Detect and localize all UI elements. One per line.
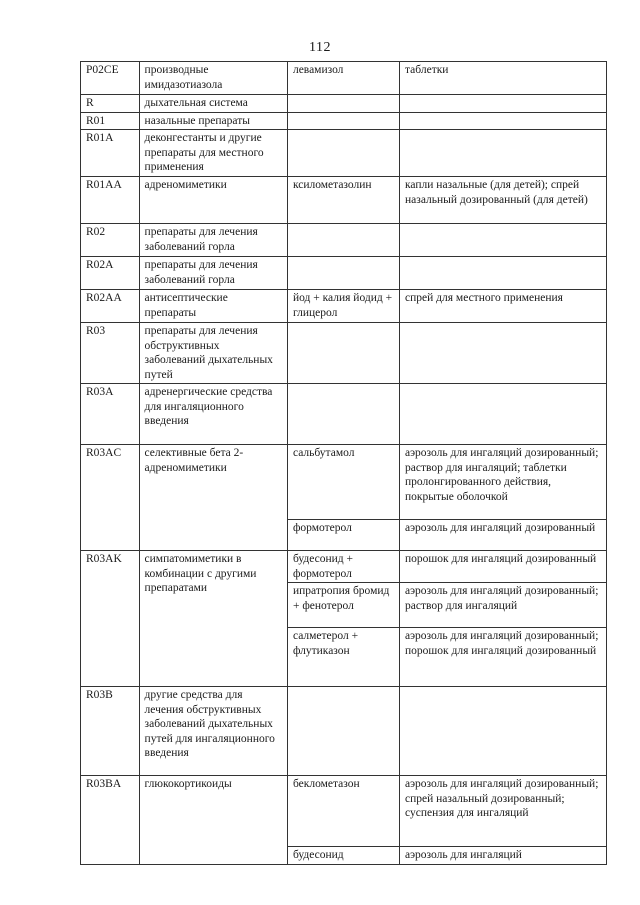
group-name-cell: препараты для лечения заболеваний горла [139, 224, 287, 257]
atc-code-cell: R [81, 95, 140, 113]
atc-code-cell: R01AA [81, 177, 140, 224]
group-name-cell: адренергические средства для ингаляционного введения [139, 384, 287, 445]
drug-name-cell [287, 687, 399, 776]
dosage-form-cell: капли назальные (для детей); спрей назальный дозированный (для детей) [400, 177, 607, 224]
dosage-form-cell: аэрозоль для ингаляций дозированный; раствор для ингаляций [400, 583, 607, 628]
group-name-cell: адреномиметики [139, 177, 287, 224]
dosage-form-cell: аэрозоль для ингаляций [400, 847, 607, 865]
group-name-cell: глюкокортикоиды [139, 776, 287, 865]
table-row [81, 112, 607, 130]
drug-name-cell: левамизол [287, 62, 399, 95]
drug-name-cell [287, 224, 399, 257]
group-name-cell: симпатомиметики в комбинации с другими препаратами [139, 551, 287, 687]
dosage-form-cell: таблетки [400, 62, 607, 95]
dosage-form-cell [400, 224, 607, 257]
drug-name-cell: беклометазон [287, 776, 399, 847]
atc-code-cell: R03 [81, 323, 140, 384]
drug-name-cell [287, 130, 399, 177]
atc-code-cell: P02CE [81, 62, 140, 95]
group-name-cell: препараты для лечения обструктивных заболеваний дыхательных путей [139, 323, 287, 384]
atc-code-cell: R02AA [81, 290, 140, 323]
drug-name-cell [287, 384, 399, 445]
drug-name-cell [287, 112, 399, 130]
drug-classification-table [80, 61, 607, 865]
group-name-cell: антисептические препараты [139, 290, 287, 323]
atc-code-cell: R03A [81, 384, 140, 445]
atc-code-cell: R02 [81, 224, 140, 257]
dosage-form-cell: аэрозоль для ингаляций дозированный; раствор для ингаляций; таблетки пролонгированного действия, покрытые оболочкой [400, 445, 607, 520]
page-number: 112 [309, 40, 331, 55]
dosage-form-cell: аэрозоль для ингаляций дозированный; спрей назальный дозированный; суспензия для ингаляций [400, 776, 607, 847]
group-name-cell: дыхательная система [139, 95, 287, 113]
table-row [81, 130, 607, 177]
table-row [81, 384, 607, 445]
dosage-form-cell: спрей для местного применения [400, 290, 607, 323]
drug-name-cell [287, 257, 399, 290]
dosage-form-cell [400, 687, 607, 776]
table-row [81, 257, 607, 290]
table-row [81, 177, 607, 224]
table-row [81, 290, 607, 323]
atc-code-cell: R03AC [81, 445, 140, 551]
drug-name-cell: салметерол + флутиказон [287, 628, 399, 687]
dosage-form-cell [400, 384, 607, 445]
table-row [81, 224, 607, 257]
atc-code-cell: R02A [81, 257, 140, 290]
group-name-cell: селективные бета 2-адреномиметики [139, 445, 287, 551]
dosage-form-cell [400, 130, 607, 177]
drug-name-cell: будесонид [287, 847, 399, 865]
group-name-cell: другие средства для лечения обструктивных заболеваний дыхательных путей для ингаляционного введения [139, 687, 287, 776]
drug-name-cell [287, 323, 399, 384]
table-row [81, 687, 607, 776]
dosage-form-cell: аэрозоль для ингаляций дозированный [400, 520, 607, 551]
drug-name-cell: будесонид + формотерол [287, 551, 399, 583]
group-name-cell: производные имидазотиазола [139, 62, 287, 95]
group-name-cell: назальные препараты [139, 112, 287, 130]
table-row [81, 551, 607, 583]
atc-code-cell: R01A [81, 130, 140, 177]
atc-code-cell: R03B [81, 687, 140, 776]
drug-name-cell: ипратропия бромид + фенотерол [287, 583, 399, 628]
drug-name-cell: сальбутамол [287, 445, 399, 520]
group-name-cell: деконгестанты и другие препараты для местного применения [139, 130, 287, 177]
drug-name-cell: йод + калия йодид + глицерол [287, 290, 399, 323]
table-row [81, 62, 607, 95]
drug-name-cell [287, 95, 399, 113]
group-name-cell: препараты для лечения заболеваний горла [139, 257, 287, 290]
table-row [81, 323, 607, 384]
drug-name-cell: ксилометазолин [287, 177, 399, 224]
atc-code-cell: R01 [81, 112, 140, 130]
dosage-form-cell [400, 323, 607, 384]
dosage-form-cell [400, 95, 607, 113]
atc-code-cell: R03BA [81, 776, 140, 865]
dosage-form-cell: аэрозоль для ингаляций дозированный; порошок для ингаляций дозированный [400, 628, 607, 687]
atc-code-cell: R03AK [81, 551, 140, 687]
table-row [81, 776, 607, 847]
dosage-form-cell: порошок для ингаляций дозированный [400, 551, 607, 583]
drug-name-cell: формотерол [287, 520, 399, 551]
table-row [81, 95, 607, 113]
dosage-form-cell [400, 257, 607, 290]
dosage-form-cell [400, 112, 607, 130]
table-row [81, 445, 607, 520]
